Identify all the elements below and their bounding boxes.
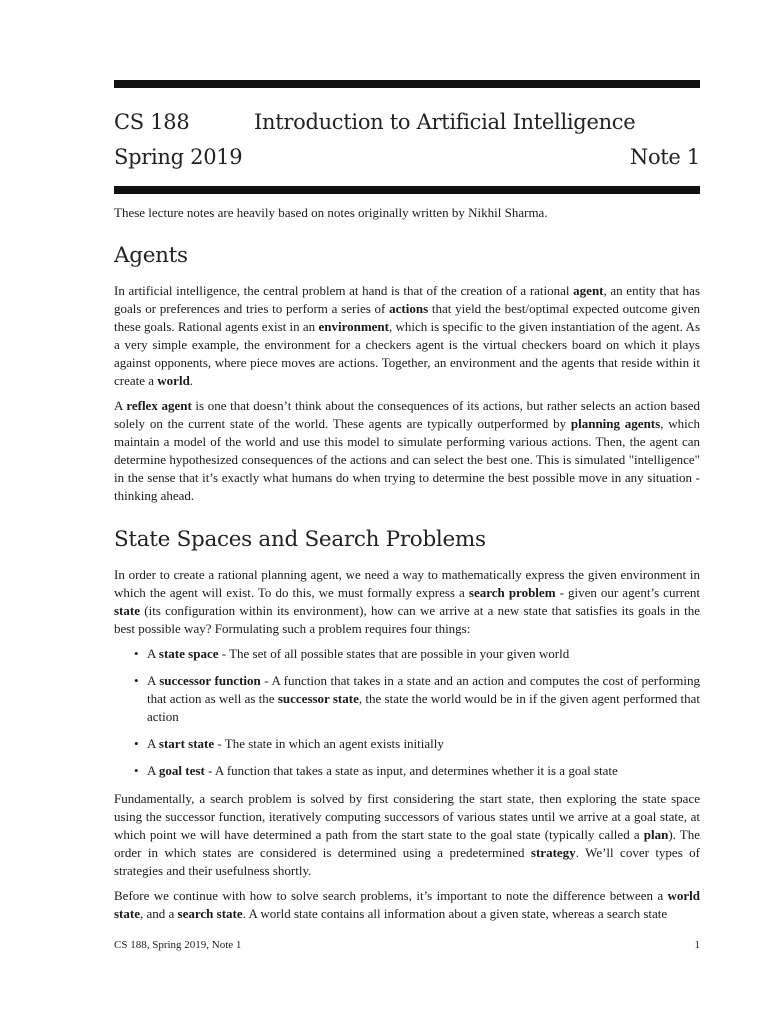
list-item-text: A start state - The state in which an agent exists initially [147, 736, 444, 751]
bold-term: reflex agent [126, 398, 192, 413]
bold-term: strategy [530, 845, 576, 860]
page-number: 1 [694, 939, 700, 951]
list-item [114, 762, 700, 780]
bold-term: successor function [159, 673, 261, 688]
bold-term: actions [389, 301, 429, 316]
paragraph: In order to create a rational planning agent, we need a way to mathematically express the given environment in which the agent will exist. To do this, we must formally express a search problem - given our agent’s current state (its configuration within its environment), how can we arrive at a new state that satisfies its goals in the best possible way? Formulating such a problem requires four things: [114, 567, 700, 636]
bold-term: start state [158, 736, 215, 751]
requirements-list [114, 645, 700, 780]
course-title: Introduction to Artificial Intelligence [254, 110, 636, 134]
bold-term: successor state [277, 691, 359, 706]
note-number: Note 1 [629, 145, 700, 169]
list-item-text: A successor function - A function that takes in a state and an action and computes the cost of performing that action as well as the successor state, the state the world would be in if the given agent performed that action [147, 673, 701, 724]
bold-term: state space [158, 646, 219, 661]
section-heading-agents: Agents [114, 243, 188, 268]
bold-term: world state [114, 888, 700, 921]
bold-term: plan [643, 827, 669, 842]
paragraph: A reflex agent is one that doesn’t think about the consequences of its actions, but rather selects an action based solely on the current state of the world. These agents are typically outperformed by planning agents, which maintain a model of the world and use this model to simulate performing various actions. Then, the agent can determine hypothesized consequences of the actions and can select the best one. This is simulated "intelligence" in the sense that it’s exactly what humans do when trying to determine the best possible move in any situation - thinking ahead. [114, 398, 700, 503]
bold-term: world [157, 373, 190, 388]
bold-term: goal test [158, 763, 205, 778]
paragraph: Fundamentally, a search problem is solved by first considering the start state, then exploring the state space using the successor function, iteratively computing successors of various states until we arrive at a goal state, at which point we will have determined a path from the start state to the goal state (typically called a plan). The order in which states are considered is determined using a predetermined strategy. We’ll cover types of strategies and their usefulness shortly. [114, 791, 700, 878]
bold-term: state [114, 603, 140, 618]
page-body [114, 80, 700, 930]
list-item [114, 672, 700, 726]
section-heading-state-spaces: State Spaces and Search Problems [114, 527, 486, 552]
bold-term: search problem [468, 585, 556, 600]
bold-term: agent [573, 283, 604, 298]
list-item [114, 735, 700, 753]
footer-label: CS 188, Spring 2019, Note 1 [114, 939, 242, 951]
note-header [114, 88, 700, 186]
bottom-rule [114, 186, 700, 194]
bullet-icon: • [134, 736, 139, 751]
list-item-text: A goal test - A function that takes a state as input, and determines whether it is a goal state [147, 763, 618, 778]
bullet-icon: • [134, 673, 139, 688]
bold-term: search state [177, 906, 243, 921]
paragraph: In artificial intelligence, the central problem at hand is that of the creation of a rational agent, an entity that has goals or preferences and tries to perform a series of actions that yield the best/optimal expected outcome given these goals. Rational agents exist in an environment, which is specific to the given instantiation of the agent. As a very simple example, the environment for a checkers agent is the virtual checkers board on which it plays against opponents, where piece moves are actions. Together, an environment and the agents that reside within it create a world. [114, 283, 701, 388]
list-item [114, 645, 700, 663]
list-item-text: A state space - The set of all possible states that are possible in your given world [147, 646, 570, 661]
page-footer [114, 939, 700, 951]
bullet-icon: • [134, 646, 139, 661]
bold-term: environment [318, 319, 389, 334]
credit-line: These lecture notes are heavily based on notes originally written by Nikhil Sharma. [114, 205, 548, 220]
top-rule [114, 80, 700, 88]
course-code: CS 188 [114, 110, 190, 134]
bold-term: planning agents [570, 416, 661, 431]
paragraph: Before we continue with how to solve search problems, it’s important to note the difference between a world state, and a search state. A world state contains all information about a given state, whereas a search state [114, 888, 700, 921]
bullet-icon: • [134, 763, 139, 778]
term: Spring 2019 [114, 145, 243, 169]
